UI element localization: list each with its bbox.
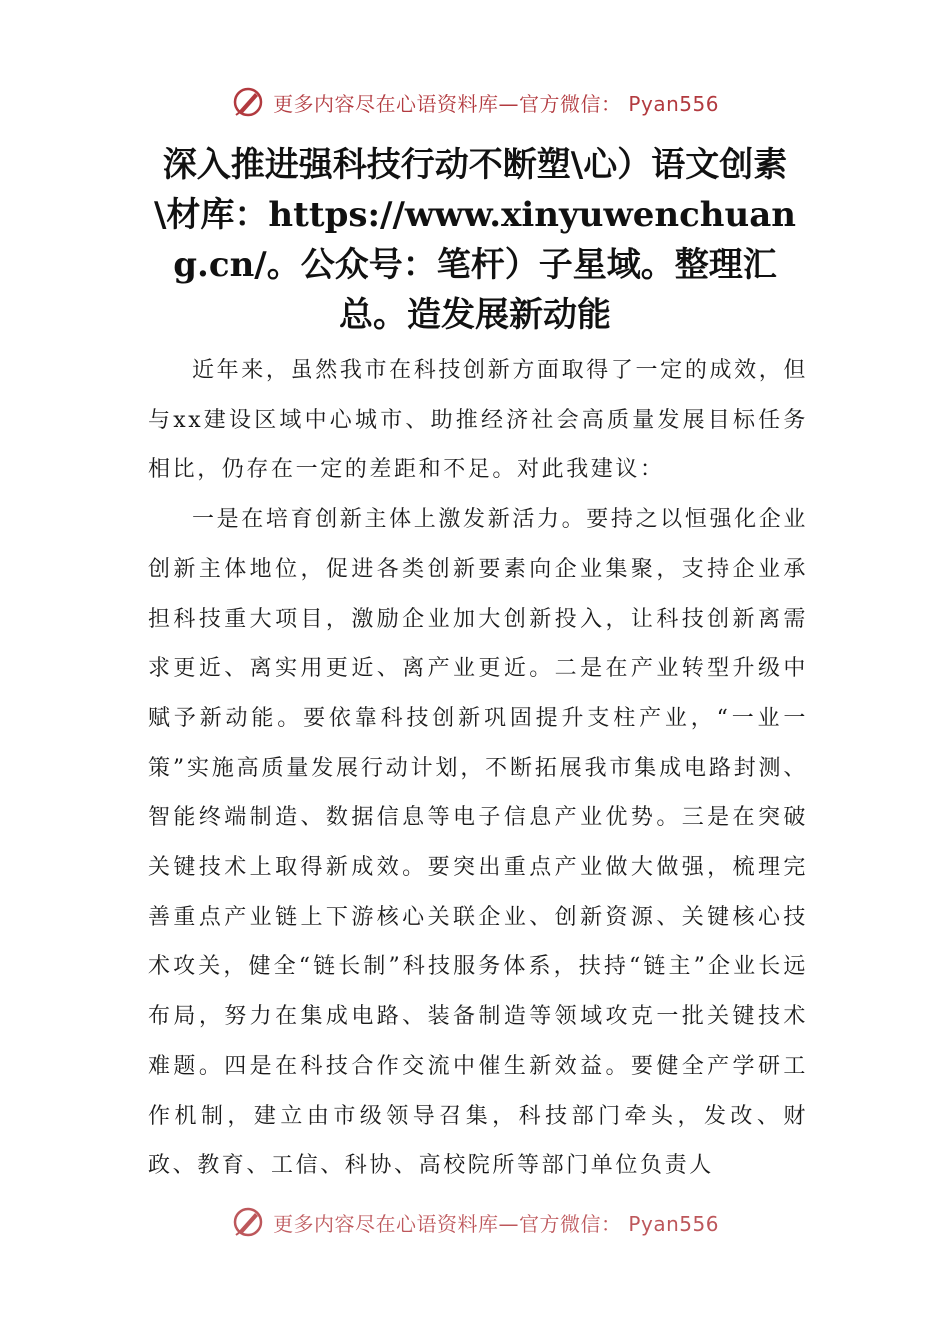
pen-circle-logo-icon: [231, 85, 265, 119]
paragraph-intro: 近年来，虽然我市在科技创新方面取得了一定的成效，但与xx建设区域中心城市、助推经济社会高质量发展目标任务相比，仍存在一定的差距和不足。对此我建议：: [148, 358, 808, 483]
document-body: [148, 346, 808, 1191]
document-title: 深入推进强科技行动不断塑\心）语文创素\材库：https://www.xinyuwenchuang.cn/。公众号：笔杆）子星域。整理汇总。造发展新动能: [154, 145, 796, 335]
paragraph-suggestions: 一是在培育创新主体上激发新活力。要持之以恒强化企业创新主体地位，促进各类创新要素向企业集聚，支持企业承担科技重大项目，激励企业加大创新投入，让科技创新离需求更近、离实用更近、离产业更近。二是在产业转型升级中赋予新动能。要依靠科技创新巩固提升支柱产业，“一业一策”实施高质量发展行动计划，不断拓展我市集成电路封测、智能终端制造、数据信息等电子信息产业优势。三是在突破关键技术上取得新成效。要突出重点产业做大做强，梳理完善重点产业链上下游核心关联企业、创新资源、关键核心技术攻关，健全“链长制”科技服务体系，扶持“链主”企业长远布局，努力在集成电路、装备制造等领域攻克一批关键技术难题。四是在科技合作交流中催生新效益。要健全产学研工作机制，建立由市级领导召集，科技部门牵头，发改、财政、教育、工信、科协、高校院所等部门单位负责人: [148, 507, 808, 1179]
pen-circle-logo-icon: [231, 1205, 265, 1239]
footer-watermark: [0, 1202, 950, 1242]
watermark-text: 更多内容尽在心语资料库—官方微信： Pyan556: [273, 1211, 719, 1236]
watermark-text: 更多内容尽在心语资料库—官方微信： Pyan556: [273, 91, 719, 116]
header-watermark: [0, 82, 950, 122]
